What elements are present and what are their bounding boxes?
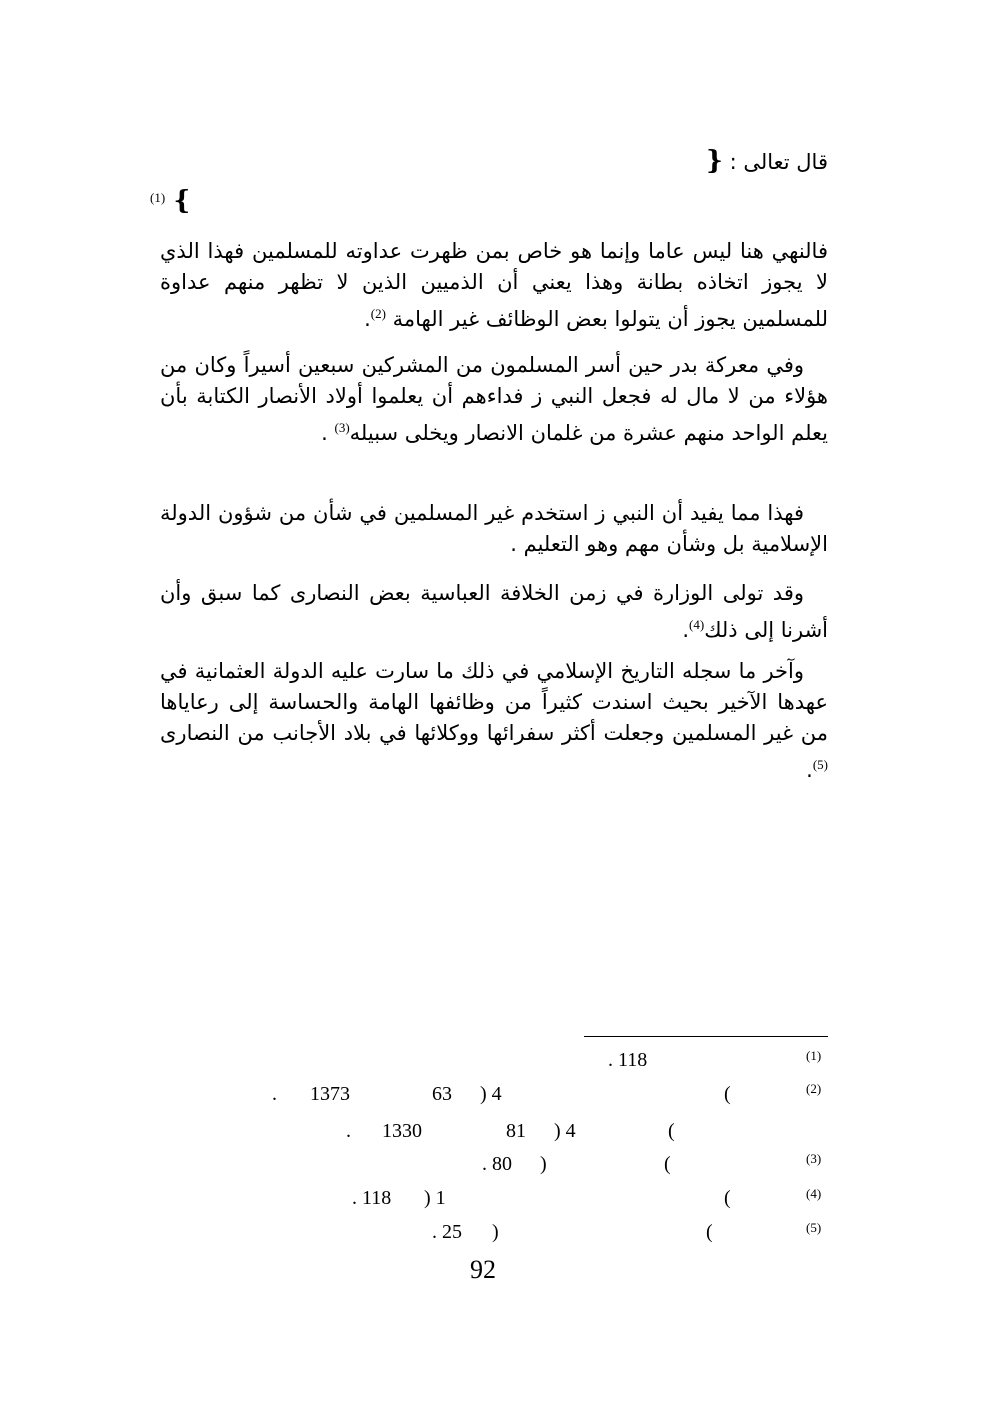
footnote-2-year: 1373 [310, 1083, 350, 1105]
footnote-5-paren-open: ( [706, 1221, 713, 1243]
footnote-3-number: (3) [806, 1151, 822, 1166]
paragraph-1-text: فالنهي هنا ليس عاما وإنما هو خاص بمن ظهرت عداوته للمسلمين فهذا الذي لا يجوز اتخاذه بطانة وهذا يعني أن الذميين الذين لا تظهر منهم عداوة للمسلمين يجوز أن يتولوا بعض الوظائف غير الهامة [160, 239, 828, 331]
paragraph-2 [160, 350, 828, 449]
footnote-ref-3: (3) [334, 420, 350, 435]
verse-intro-line [706, 146, 828, 176]
footnote-5-paren-close: ) [492, 1221, 499, 1243]
footnote-3-page: . 80 [482, 1153, 512, 1175]
paragraph-4 [160, 578, 828, 646]
footnote-separator [584, 1036, 828, 1037]
footnote-2b-period: . [346, 1120, 351, 1142]
footnote-2b-paren-open: ( [668, 1120, 675, 1142]
paragraph-5-text: وآخر ما سجله التاريخ الإسلامي في ذلك ما سارت عليه الدولة العثمانية في عهدها الآخير بحيث اسندت كثيراً من وظائفها الهامة والحساسة إلى رعاياها من غير المسلمين وجعلت أكثر سفرائها ووكلائها في بلاد الأجانب من النصارى [160, 659, 828, 745]
footnote-2-volume: ) 4 [480, 1083, 502, 1105]
footnote-2b-year: 1330 [382, 1120, 422, 1142]
footnote-2b-volume: ) 4 [554, 1120, 576, 1142]
footnote-2-period: . [272, 1083, 277, 1105]
paragraph-1-end: . [364, 307, 371, 331]
verse-close-line [150, 186, 190, 216]
verse-open-brace: { [706, 146, 723, 176]
verse-close-brace: { [173, 186, 191, 216]
footnote-ref-4: (4) [689, 617, 705, 632]
footnote-5-page: . 25 [432, 1221, 462, 1243]
footnote-5-number: (5) [806, 1220, 822, 1235]
footnote-ref-1: (1) [150, 190, 166, 205]
paragraph-4-text: وقد تولى الوزارة في زمن الخلافة العباسية بعض النصارى كما سبق وأن أشرنا إلى ذلك [160, 581, 828, 642]
footnote-ref-5: (5) [812, 757, 828, 772]
paragraph-5 [160, 656, 828, 786]
paragraph-2-text: وفي معركة بدر حين أسر المسلمون من المشركين سبعين أسيراً وكان من هؤلاء من لا مال له فجعل النبي ز فداءهم أن يعلموا أولاد الأنصار الكتابة بأن يعلم الواحد منهم عشرة من غلمان الانصار ويخلى سبيله [160, 353, 828, 445]
footnote-2b-page: 81 [506, 1120, 526, 1142]
footnote-1-page: . 118 [608, 1049, 648, 1071]
footnote-4-page: . 118 [352, 1187, 392, 1209]
paragraph-3 [160, 498, 828, 560]
paragraph-4-end: . [682, 618, 690, 642]
footnote-4-paren-open: ( [724, 1187, 731, 1209]
footnote-2-paren-open: ( [724, 1083, 731, 1105]
verse-intro-text: قال تعالى : [729, 150, 828, 174]
footnote-4-volume: ) 1 [424, 1187, 446, 1209]
paragraph-1 [160, 236, 828, 335]
footnote-2-number: (2) [806, 1081, 822, 1096]
footnote-2-page: 63 [432, 1083, 452, 1105]
footnote-1-number: (1) [806, 1048, 822, 1063]
paragraph-3-text: فهذا مما يفيد أن النبي ز استخدم غير المسلمين في شأن من شؤون الدولة الإسلامية بل وشأن مهم وهو التعليم . [160, 501, 828, 556]
paragraph-2-end: . [321, 421, 328, 445]
footnote-3-paren-close: ) [540, 1153, 547, 1175]
footnote-4-number: (4) [806, 1186, 822, 1201]
page-number: 92 [470, 1255, 496, 1284]
footnote-ref-2: (2) [370, 306, 386, 321]
footnote-3-paren-open: ( [664, 1153, 671, 1175]
paragraph-5-end: . [806, 758, 813, 782]
